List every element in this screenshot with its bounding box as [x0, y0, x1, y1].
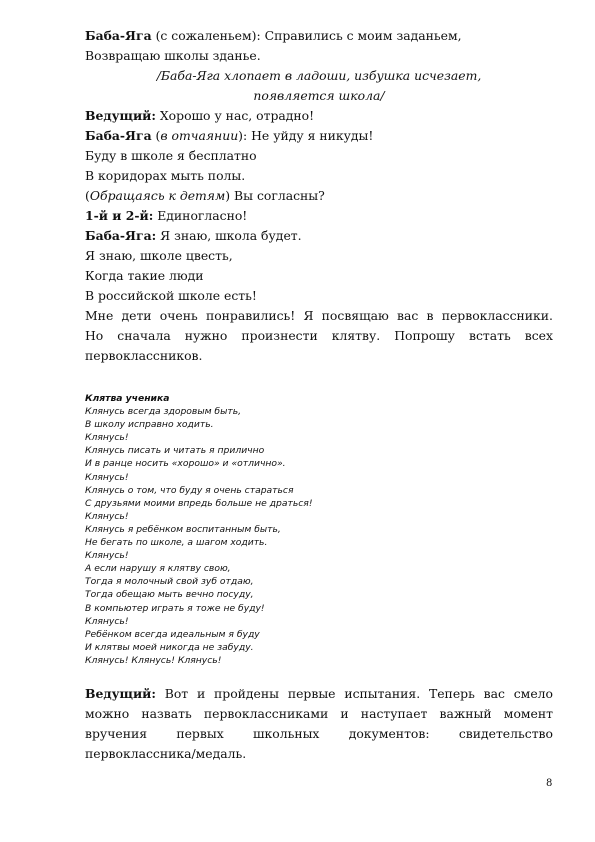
oath-line: В школу исправно ходить.	[85, 419, 214, 431]
dialogue-text: Единогласно!	[153, 208, 248, 223]
oath-line: Клянусь писать и читать я прилично	[85, 445, 265, 457]
paragraph-line	[85, 684, 553, 704]
speaker-name: Ведущий:	[85, 108, 156, 123]
oath-lines	[85, 405, 553, 667]
dialogue-text: : Справились с моим заданьем,	[256, 28, 462, 43]
oath-line: Клянусь о том, что буду я очень стараться	[85, 484, 294, 496]
oath-line: Клянусь я ребёнком воспитанным быть,	[85, 523, 281, 535]
page-content	[85, 26, 553, 764]
oath-line: Клянусь всегда здоровым быть,	[85, 406, 242, 418]
speaker-name: Ведущий:	[85, 685, 156, 701]
dialogue-text: Вот и пройдены первые испытания. Теперь вас смело	[155, 685, 553, 701]
dialogue-text: Хорошо у нас, отрадно!	[155, 108, 315, 123]
stage-direction: (с сожаленьем)	[155, 28, 257, 43]
dialogue-text: ): Не уйду я никуды!	[238, 128, 374, 143]
oath-line: Клянусь!	[85, 550, 129, 562]
dialogue-line	[85, 106, 553, 126]
oath-line: Тогда я молочный свой зуб отдаю,	[85, 576, 254, 588]
dialogue-line	[85, 186, 553, 206]
oath-line: Клянусь!	[85, 510, 129, 522]
stage-direction-line: /Баба-Яга хлопает в ладоши, избушка исчезает,	[156, 68, 482, 83]
verse-line: В российской школе есть!	[85, 288, 257, 303]
stage-direction-line: появляется школа/	[253, 88, 385, 103]
speaker-name: 1-й и 2-й:	[85, 208, 154, 223]
dialogue-line	[85, 206, 553, 226]
speaker-name: Баба-Яга	[85, 128, 152, 143]
verse-line: Буду в школе я бесплатно	[85, 148, 257, 163]
speaker-name: Баба-Яга:	[85, 228, 157, 243]
paragraph-line: первоклассника/медаль.	[85, 745, 247, 761]
oath-line: Не бегать по школе, а шагом ходить.	[85, 537, 268, 549]
oath-line: Клянусь!	[85, 615, 129, 627]
oath-line: Ребёнком всегда идеальным я буду	[85, 628, 260, 640]
dialogue-text: Я знаю, школа будет.	[156, 228, 302, 243]
stage-direction: Обращаясь к детям	[89, 188, 226, 203]
verse-line: Я знаю, школе цвесть,	[85, 248, 233, 263]
speaker-name: Баба-Яга	[85, 28, 152, 43]
oath-line: Тогда обещаю мыть вечно посуду,	[85, 589, 254, 601]
paragraph-line: можно назвать первоклассниками и наступает важный момент	[85, 705, 553, 721]
final-paragraph	[85, 684, 553, 764]
oath-line: Клянусь!	[85, 471, 129, 483]
paren-open: (	[151, 128, 161, 143]
oath-line: Клянусь!	[85, 432, 129, 444]
dialogue-line	[85, 226, 553, 246]
oath-block	[85, 392, 553, 667]
paragraph-line: Мне дети очень понравились! Я посвящаю вас в первоклассники.	[85, 308, 553, 323]
dialogue-text: ) Вы согласны?	[225, 188, 325, 203]
verse-line: Возвращаю школы зданье.	[85, 48, 261, 63]
oath-line: И клятвы моей никогда не забуду.	[85, 641, 254, 653]
oath-line: С друзьями моими впредь больше не драться!	[85, 497, 313, 509]
oath-title: Клятва ученика	[85, 393, 170, 404]
oath-line: И в ранце носить «хорошо» и «отлично».	[85, 458, 286, 470]
paragraph-line: первоклассников.	[85, 348, 203, 363]
verse-line: Когда такие люди	[85, 268, 204, 283]
paragraph-line: вручения первых школьных документов: свидетельство	[85, 725, 553, 741]
paren-open: (	[85, 188, 90, 203]
dialogue-line	[85, 26, 553, 46]
oath-line: В компьютер играть я тоже не буду!	[85, 602, 265, 614]
dialogue-line	[85, 126, 553, 146]
page-number: 8	[546, 778, 553, 789]
stage-direction: в отчаянии	[160, 128, 239, 143]
verse-line: В коридорах мыть полы.	[85, 168, 246, 183]
oath-line: А если нарушу я клятву свою,	[85, 563, 231, 575]
paragraph-line: Но сначала нужно произнести клятву. Попрошу встать всех	[85, 328, 553, 343]
oath-line: Клянусь! Клянусь! Клянусь!	[85, 654, 222, 666]
